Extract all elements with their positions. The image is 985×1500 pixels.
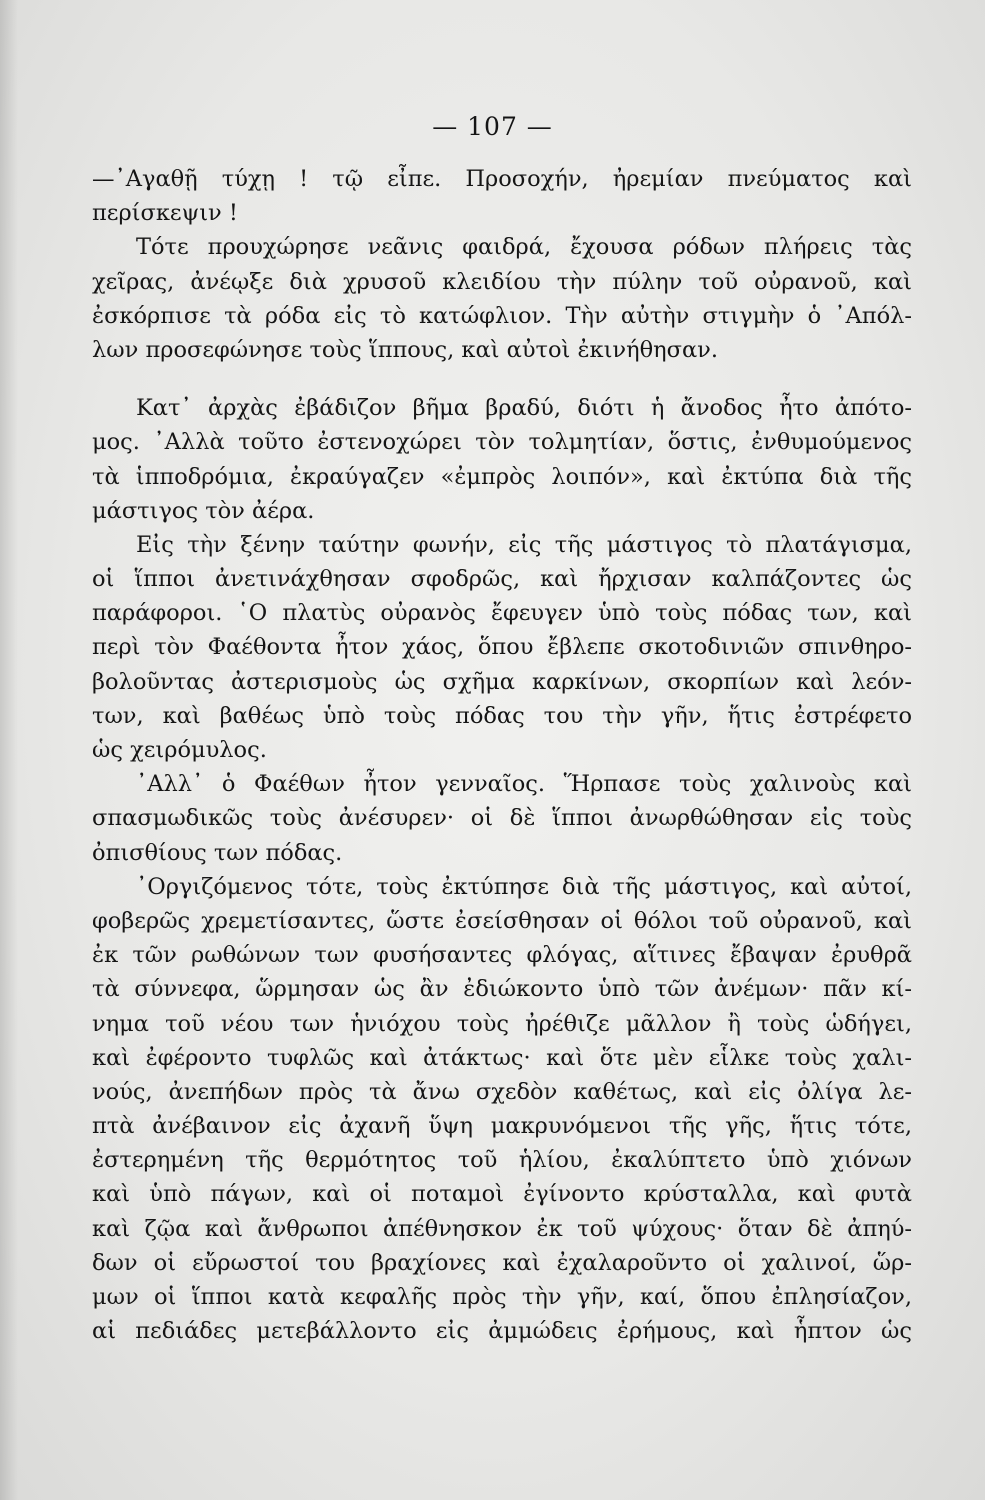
text-line: ἐκ τῶν ρωθώνων των φυσήσαντες φλόγας, αἵτινες ἔβαψαν ἐρυθρᾶ <box>92 942 912 969</box>
text-line: ὀπισθίους των πόδας. <box>92 839 343 866</box>
text-line: νημα τοῦ νέου των ἡνιόχου τοὺς ἠρέθιζε μᾶλλον ἢ τοὺς ὡδήγει, <box>92 1010 912 1037</box>
text-line: καὶ ὑπὸ πάγων, καὶ οἱ ποταμοὶ ἐγίνοντο κρύσταλλα, καὶ φυτὰ <box>92 1181 912 1208</box>
text-line: τὰ ἱπποδρόμια, ἐκραύγαζεν «ἐμπρὸς λοιπόν», καὶ ἐκτύπα διὰ τῆς <box>92 463 912 490</box>
text-line: καὶ ζῷα καὶ ἄνθρωποι ἀπέθνησκον ἐκ τοῦ ψύχους· ὅταν δὲ ἀπηύ- <box>92 1215 912 1242</box>
text-line: τὰ σύννεφα, ὥρμησαν ὡς ἂν ἐδιώκοντο ὑπὸ τῶν ἀνέμων· πᾶν κί- <box>92 976 912 1003</box>
text-line: των, καὶ βαθέως ὑπὸ τοὺς πόδας του τὴν γῆν, ἥτις ἐστρέφετο <box>92 702 912 729</box>
body-text <box>92 162 912 1348</box>
text-line: παράφοροι. ῾Ο πλατὺς οὐρανὸς ἔφευγεν ὑπὸ τοὺς πόδας των, καὶ <box>92 600 912 627</box>
paragraph <box>92 767 912 870</box>
page-number: — 107 — <box>432 112 553 141</box>
page-gutter-shadow <box>0 0 18 1500</box>
text-line: αἱ πεδιάδες μετεβάλλοντο εἰς ἀμμώδεις ἐρήμους, καὶ ἧπτον ὡς <box>92 1318 912 1345</box>
text-line: μων οἱ ἵπποι κατὰ κεφαλῆς πρὸς τὴν γῆν, καί, ὅπου ἐπλησίαζον, <box>92 1284 912 1310</box>
text-line: —᾿Αγαθῇ τύχῃ ! τῷ εἶπε. Προσοχήν, ἠρεμίαν πνεύματος καὶ <box>92 166 912 192</box>
paragraph <box>92 528 912 767</box>
text-line: ᾿Αλλ᾿ ὁ Φαέθων ἦτον γενναῖος. Ἥρπασε τοὺς χαλινοὺς καὶ <box>136 771 912 798</box>
text-line: Τότε προυχώρησε νεᾶνις φαιδρά, ἔχουσα ρόδων πλήρεις τὰς <box>136 234 912 261</box>
paragraph <box>92 391 912 528</box>
text-line: ὡς χειρόμυλος. <box>92 737 267 763</box>
text-line: νούς, ἀνεπήδων πρὸς τὰ ἄνω σχεδὸν καθέτως, καὶ εἰς ὀλίγα λε- <box>92 1078 912 1105</box>
text-line: μος. ᾿Αλλὰ τοῦτο ἐστενοχώρει τὸν τολμητίαν, ὅστις, ἐνθυμούμενος <box>92 429 912 456</box>
text-line: ἐσκόρπισε τὰ ρόδα εἰς τὸ κατώφλιον. Τὴν αὐτὴν στιγμὴν ὁ ᾿Απόλ- <box>92 302 912 329</box>
text-line: οἱ ἵπποι ἀνετινάχθησαν σφοδρῶς, καὶ ἤρχισαν καλπάζοντες ὡς <box>92 566 912 593</box>
text-line: Κατ᾿ ἀρχὰς ἐβάδιζον βῆμα βραδύ, διότι ἡ ἄνοδος ἦτο ἀπότο- <box>136 395 912 422</box>
text-line: περὶ τὸν Φαέθοντα ἦτον χάος, ὅπου ἔβλεπε σκοτοδινιῶν σπινθηρο- <box>92 634 912 661</box>
text-line: χεῖρας, ἀνέῳξε διὰ χρυσοῦ κλειδίου τὴν πύλην τοῦ οὐρανοῦ, καὶ <box>92 268 912 295</box>
text-line: πτὰ ἀνέβαινον εἰς ἀχανῆ ὕψη μακρυνόμενοι τῆς γῆς, ἥτις τότε, <box>92 1113 912 1140</box>
text-line: ἐστερημένη τῆς θερμότητος τοῦ ἡλίου, ἐκαλύπτετο ὑπὸ χιόνων <box>92 1147 912 1174</box>
text-line: φοβερῶς χρεμετίσαντες, ὥστε ἐσείσθησαν οἱ θόλοι τοῦ οὐρανοῦ, καὶ <box>92 907 912 934</box>
text-line: ᾿Οργιζόμενος τότε, τοὺς ἐκτύπησε διὰ τῆς μάστιγος, καὶ αὐτοί, <box>136 873 912 900</box>
paragraph <box>92 870 912 1349</box>
paragraph-gap <box>92 367 912 391</box>
text-line: καὶ ἐφέροντο τυφλῶς καὶ ἀτάκτως· καὶ ὅτε μὲν εἷλκε τοὺς χαλι- <box>92 1044 912 1071</box>
text-line: περίσκεψιν ! <box>92 200 238 227</box>
text-line: μάστιγος τὸν ἀέρα. <box>92 497 315 524</box>
text-line: λων προσεφώνησε τοὺς ἵππους, καὶ αὐτοὶ ἐκινήθησαν. <box>92 336 718 363</box>
text-line: δων οἱ εὔρωστοί του βραχίονες καὶ ἐχαλαροῦντο οἱ χαλινοί, ὥρ- <box>92 1249 912 1276</box>
paragraph <box>92 230 912 367</box>
text-line: σπασμωδικῶς τοὺς ἀνέσυρεν· οἱ δὲ ἵπποι ἀνωρθώθησαν εἰς τοὺς <box>92 805 912 832</box>
text-line: βολοῦντας ἀστερισμοὺς ὡς σχῆμα καρκίνων, σκορπίων καὶ λεόν- <box>92 668 912 695</box>
text-line: Εἰς τὴν ξένην ταύτην φωνήν, εἰς τῆς μάστιγος τὸ πλατάγισμα, <box>136 531 912 558</box>
paragraph <box>92 162 912 230</box>
